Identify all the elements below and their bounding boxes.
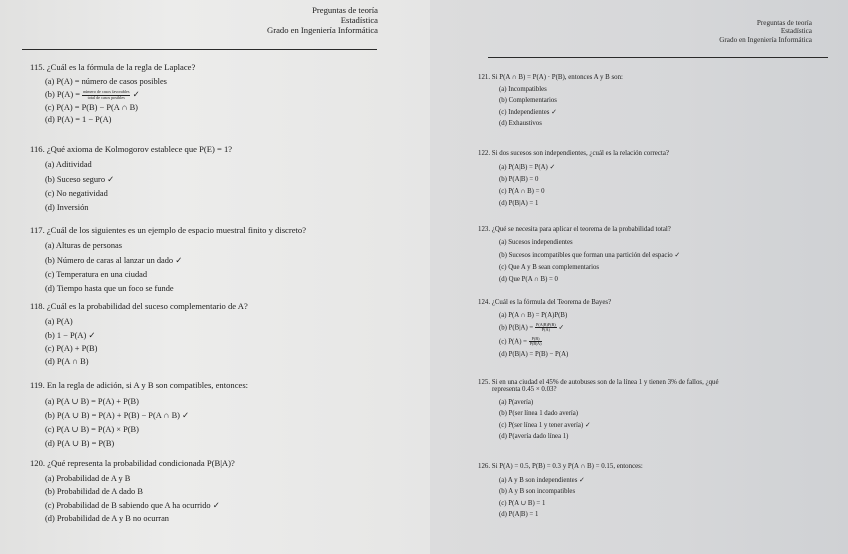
option-c: (c) Probabilidad de B sabiendo que A ha ocurrido ✓: [45, 501, 220, 510]
fraction-denominator: total de casos posibles: [87, 94, 125, 100]
option-a: (a) P(A ∩ B) = P(A)P(B): [499, 312, 568, 319]
option-b-label: (b) P(A) =: [45, 90, 80, 99]
option-a: (a) A y B son independientes ✓: [499, 477, 585, 484]
laplace-fraction: [82, 90, 130, 100]
option-c: (c) Que A y B sean complementarios: [499, 264, 600, 271]
question-125: [478, 379, 719, 440]
option-a: (a) Sucesos independientes: [499, 239, 573, 246]
question-120: [30, 458, 235, 523]
option-b: (b) P(A ∪ B) = P(A) + P(B) − P(A ∩ B) ✓: [45, 411, 190, 420]
header-rule: [22, 49, 377, 50]
question-118: [30, 301, 248, 366]
question-text: 115. ¿Cuál es la fórmula de la regla de Laplace?: [30, 62, 196, 72]
bayes-fraction: [535, 323, 557, 333]
fraction-denominator: P(A): [541, 327, 550, 333]
question-126: [478, 463, 643, 518]
option-b: (b) P(ser línea 1 dado avería): [499, 410, 579, 417]
option-c: (c) Temperatura en una ciudad: [45, 270, 148, 279]
option-d: (d) P(B|A) = 1: [499, 200, 539, 207]
option-b: (b) Sucesos incompatibles que forman una partición del espacio ✓: [499, 252, 681, 259]
question-119: [30, 380, 248, 448]
question-115: [30, 62, 195, 124]
option-a: (a) P(avería): [499, 399, 534, 406]
option-b: (b) Suceso seguro ✓: [45, 175, 115, 184]
option-b: [45, 89, 195, 100]
question-text: 118. ¿Cuál es la probabilidad del suceso complementario de A?: [30, 301, 248, 311]
question-text: 120. ¿Qué representa la probabilidad condicionada P(B|A)?: [30, 458, 235, 468]
option-b: (b) Complementarios: [499, 97, 557, 104]
question-122: [478, 150, 669, 207]
option-b: [499, 323, 611, 333]
option-d: (d) Que P(A ∩ B) = 0: [499, 276, 558, 283]
question-text: 117. ¿Cuál de los siguientes es un ejemplo de espacio muestral finito y discreto?: [30, 225, 307, 235]
option-c: (c) P(A ∩ B) = 0: [499, 188, 545, 195]
option-c: [499, 337, 611, 347]
option-b: (b) Número de caras al lanzar un dado ✓: [45, 256, 183, 265]
option-a: (a) P(A) = número de casos posibles: [45, 77, 167, 86]
option-b: (b) A y B son incompatibles: [499, 488, 576, 495]
option-d: (d) Exhaustivos: [499, 120, 542, 127]
header-degree: Grado en Ingeniería Informática: [719, 35, 812, 44]
header-rule: [488, 57, 828, 58]
question-123: [478, 226, 680, 283]
option-c-label: (c) P(A) =: [499, 338, 527, 346]
question-text: 119. En la regla de adición, si A y B son compatibles, entonces:: [30, 380, 249, 390]
question-124: [478, 299, 611, 358]
question-text: 124. ¿Cuál es la fórmula del Teorema de Bayes?: [478, 299, 612, 306]
option-b: (b) P(A|B) = 0: [499, 176, 539, 183]
question-text: 121. Si P(A ∩ B) = P(A) · P(B), entonces A y B son:: [478, 74, 623, 81]
option-c: (c) P(A ∪ B) = 1: [499, 500, 546, 507]
option-c: (c) P(A ∪ B) = P(A) × P(B): [45, 425, 139, 434]
fraction-numerator: P(B): [529, 337, 543, 342]
option-d: (d) P(avería dado línea 1): [499, 433, 569, 440]
check-mark: ✓: [132, 90, 140, 99]
option-a: (a) P(A|B) = P(A) ✓: [499, 164, 556, 171]
question-text: 122. Si dos sucesos son independientes, ¿cuál es la relación correcta?: [478, 150, 669, 157]
question-116: [30, 144, 232, 212]
option-b-label: (b) P(B|A) =: [499, 324, 534, 332]
question-text: 116. ¿Qué axioma de Kolmogorov establece que P(E) = 1?: [30, 144, 233, 154]
header-degree: Grado en Ingeniería Informática: [267, 24, 378, 35]
option-c: (c) P(A) = P(B) − P(A ∩ B): [45, 102, 138, 112]
question-121: [478, 74, 623, 127]
question-text: 125. Si en una ciudad el 45% de autobuses son de la línea 1 y tienen 3% de fallos, ¿qué: [478, 379, 719, 386]
option-c: (c) No negatividad: [45, 189, 108, 198]
total-fraction: [529, 337, 543, 347]
question-text-continued: representa 0.45 × 0.03?: [492, 386, 557, 393]
option-d: (d) Inversión: [45, 203, 89, 212]
header-title: Preguntas de teoría: [312, 5, 378, 15]
page-header: [719, 19, 812, 44]
question-117: [30, 225, 306, 293]
option-d: (d) P(A) = 1 − P(A): [45, 114, 112, 124]
option-c: (c) Independientes ✓: [499, 109, 557, 116]
right-page: [430, 0, 848, 554]
fraction-numerator: P(A|B)P(B): [535, 322, 556, 327]
check-mark: ✓: [558, 324, 565, 332]
header-title: Preguntas de teoría: [756, 19, 812, 27]
option-c: (c) P(ser línea 1 y tener avería) ✓: [499, 422, 591, 429]
option-d: (d) Tiempo hasta que un foco se funde: [45, 284, 174, 293]
fraction-numerator: número de casos favorables: [83, 89, 130, 95]
option-b: (b) 1 − P(A) ✓: [45, 331, 96, 340]
option-a: (a) Probabilidad de A y B: [45, 474, 131, 483]
option-b: (b) Probabilidad de A dado B: [45, 487, 143, 496]
option-a: (a) Aditividad: [45, 160, 92, 169]
header-subject: Estadística: [340, 14, 378, 25]
page-header: [267, 6, 378, 36]
option-d: (d) Probabilidad de A y B no ocurran: [45, 514, 169, 523]
option-d: (d) P(A ∪ B) = P(B): [45, 439, 115, 448]
option-d: (d) P(A|B) = 1: [499, 511, 539, 518]
header-subject: Estadística: [780, 27, 812, 36]
option-a: (a) Incompatibles: [499, 86, 547, 93]
question-text: 123. ¿Qué se necesita para aplicar el teorema de la probabilidad total?: [478, 226, 671, 233]
option-a: (a) P(A ∪ B) = P(A) + P(B): [45, 397, 139, 406]
option-c: (c) P(A) + P(B): [45, 344, 98, 353]
question-text: 126. Si P(A) = 0.5, P(B) = 0.3 y P(A ∩ B) = 0.15, entonces:: [478, 463, 643, 470]
option-a: (a) P(A): [45, 317, 73, 326]
option-a: (a) Alturas de personas: [45, 241, 122, 250]
option-d: (d) P(B|A) = P(B) − P(A): [499, 350, 569, 358]
fraction-denominator: P(B|A): [529, 341, 542, 347]
option-d: (d) P(A ∩ B): [45, 357, 89, 366]
